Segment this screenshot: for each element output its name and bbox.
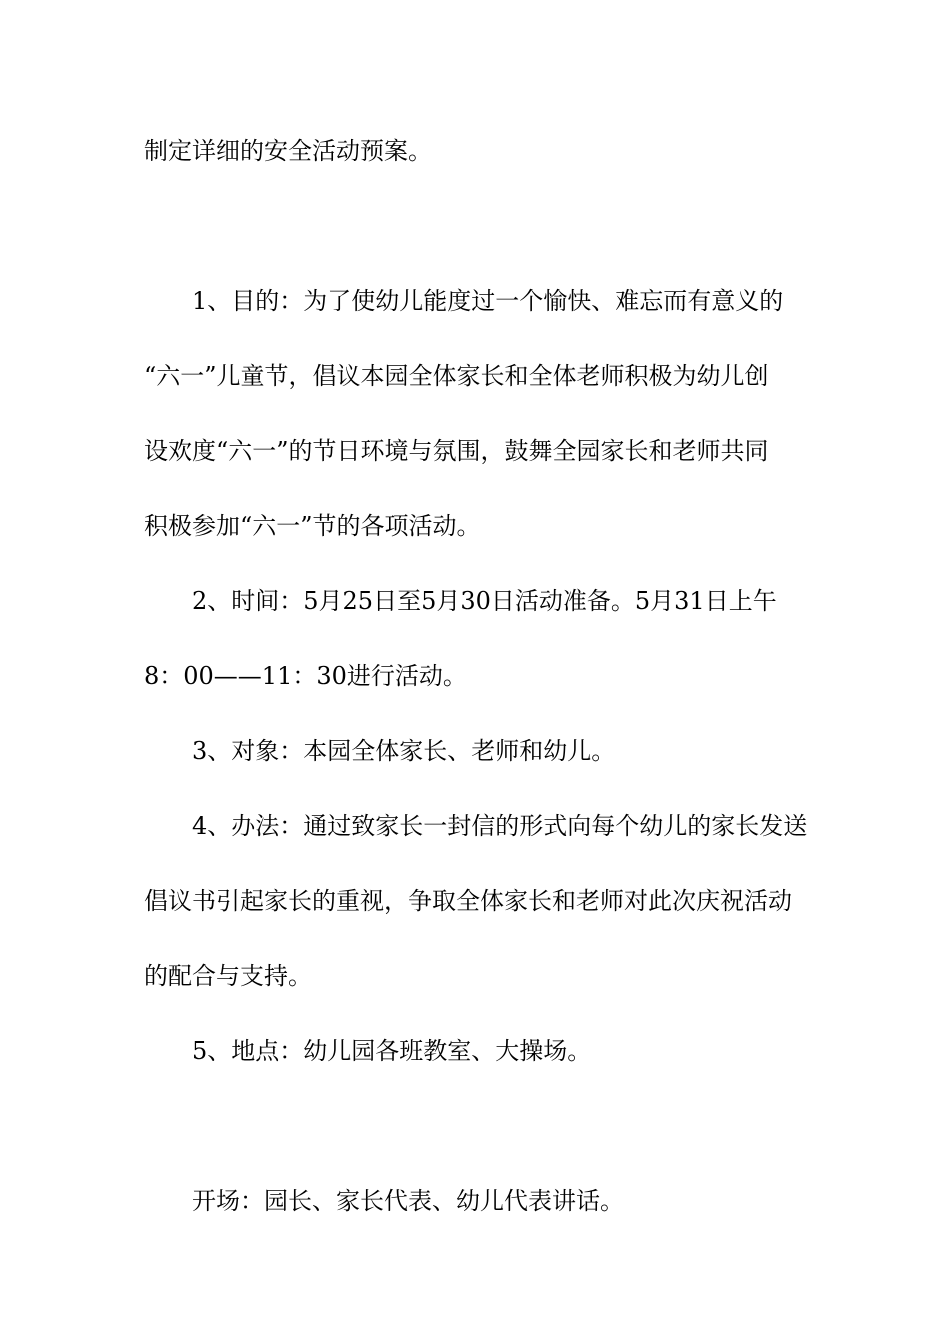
paragraph-purpose-line-1: 1、目的：为了使幼儿能度过一个愉快、难忘而有意义的 (192, 287, 784, 315)
paragraph-time-line-1: 2、时间：5月25日至5月30日活动准备。5月31日上午 (192, 587, 777, 615)
paragraph-purpose-line-3: 设欢度“六一”的节日环境与氛围，鼓舞全园家长和老师共同 (144, 437, 769, 465)
paragraph-location: 5、地点：幼儿园各班教室、大操场。 (192, 1037, 592, 1065)
paragraph-purpose-line-4: 积极参加“六一”节的各项活动。 (144, 512, 481, 540)
paragraph-audience: 3、对象：本园全体家长、老师和幼儿。 (192, 737, 616, 765)
paragraph-method-line-1: 4、办法：通过致家长一封信的形式向每个幼儿的家长发送 (192, 812, 808, 840)
paragraph-opening: 开场：园长、家长代表、幼儿代表讲话。 (192, 1187, 624, 1215)
paragraph-safety-plan: 制定详细的安全活动预案。 (144, 137, 432, 165)
paragraph-purpose-line-2: “六一”儿童节，倡议本园全体家长和全体老师积极为幼儿创 (144, 362, 769, 390)
paragraph-method-line-2: 倡议书引起家长的重视，争取全体家长和老师对此次庆祝活动 (144, 887, 792, 915)
paragraph-method-line-3: 的配合与支持。 (144, 962, 312, 990)
paragraph-time-line-2: 8：00——11：30进行活动。 (144, 662, 467, 690)
